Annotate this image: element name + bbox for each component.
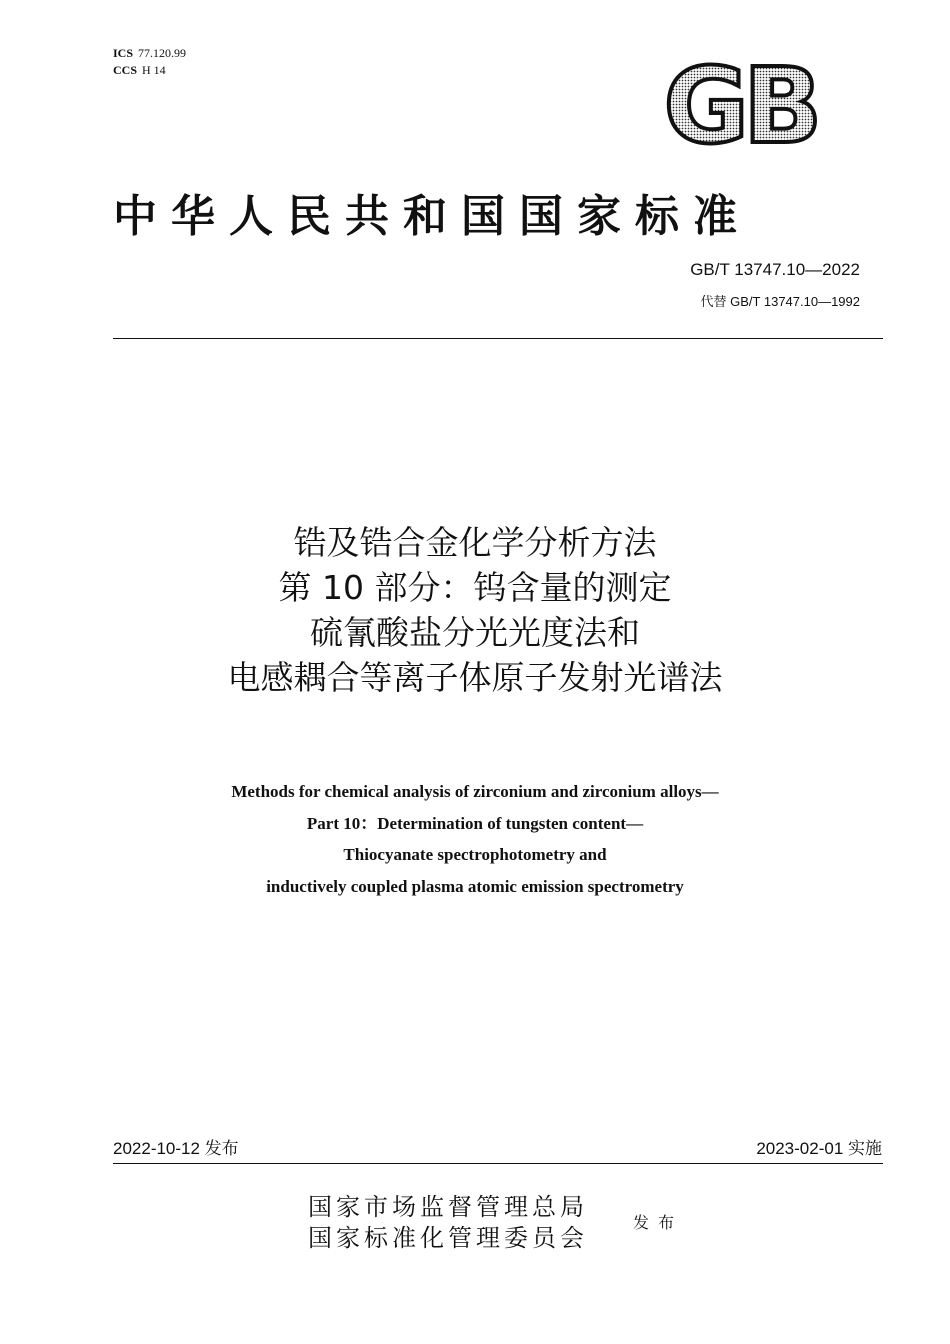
standard-number: GB/T 13747.10—2022 — [690, 260, 860, 279]
english-title-line: Thiocyanate spectrophotometry and — [343, 845, 607, 864]
footer-divider — [113, 1163, 883, 1164]
chinese-title-line: 硫氰酸盐分光光度法和 — [310, 613, 640, 652]
publisher-list — [308, 1192, 588, 1254]
publisher-name: 国家标准化管理委员会 — [308, 1224, 588, 1252]
gb-logo — [645, 58, 835, 154]
chinese-title-line: 电感耦合等离子体原子发射光谱法 — [227, 658, 723, 697]
replaced-standard: 代替 GB/T 13747.10—1992 — [700, 294, 860, 309]
national-standard-title: 中华人民共和国国家标准 — [113, 191, 751, 242]
chinese-title-line: 第 10 部分：钨含量的测定 — [278, 568, 672, 607]
english-title-line: Part 10：Determination of tungsten content— — [306, 813, 644, 833]
classification-codes — [113, 45, 186, 79]
ccs-code-line: CCS H 14 — [113, 63, 166, 77]
publisher-name: 国家市场监督管理总局 — [308, 1193, 588, 1221]
english-title-line: inductively coupled plasma atomic emission spectrometry — [266, 876, 684, 896]
implementation-date: 2023-02-01 实施 — [756, 1139, 882, 1158]
svg-text:GB: GB — [663, 58, 817, 154]
ics-code-line: ICS 77.120.99 — [113, 46, 187, 60]
issue-date: 2022-10-12 发布 — [113, 1139, 239, 1158]
header-divider — [113, 338, 883, 339]
english-title-line: Methods for chemical analysis of zirconium and zirconium alloys— — [231, 782, 719, 801]
english-title — [0, 776, 950, 902]
chinese-title-line: 锆及锆合金化学分析方法 — [293, 523, 657, 562]
publish-label: 发布 — [633, 1213, 684, 1232]
chinese-title — [0, 520, 950, 700]
